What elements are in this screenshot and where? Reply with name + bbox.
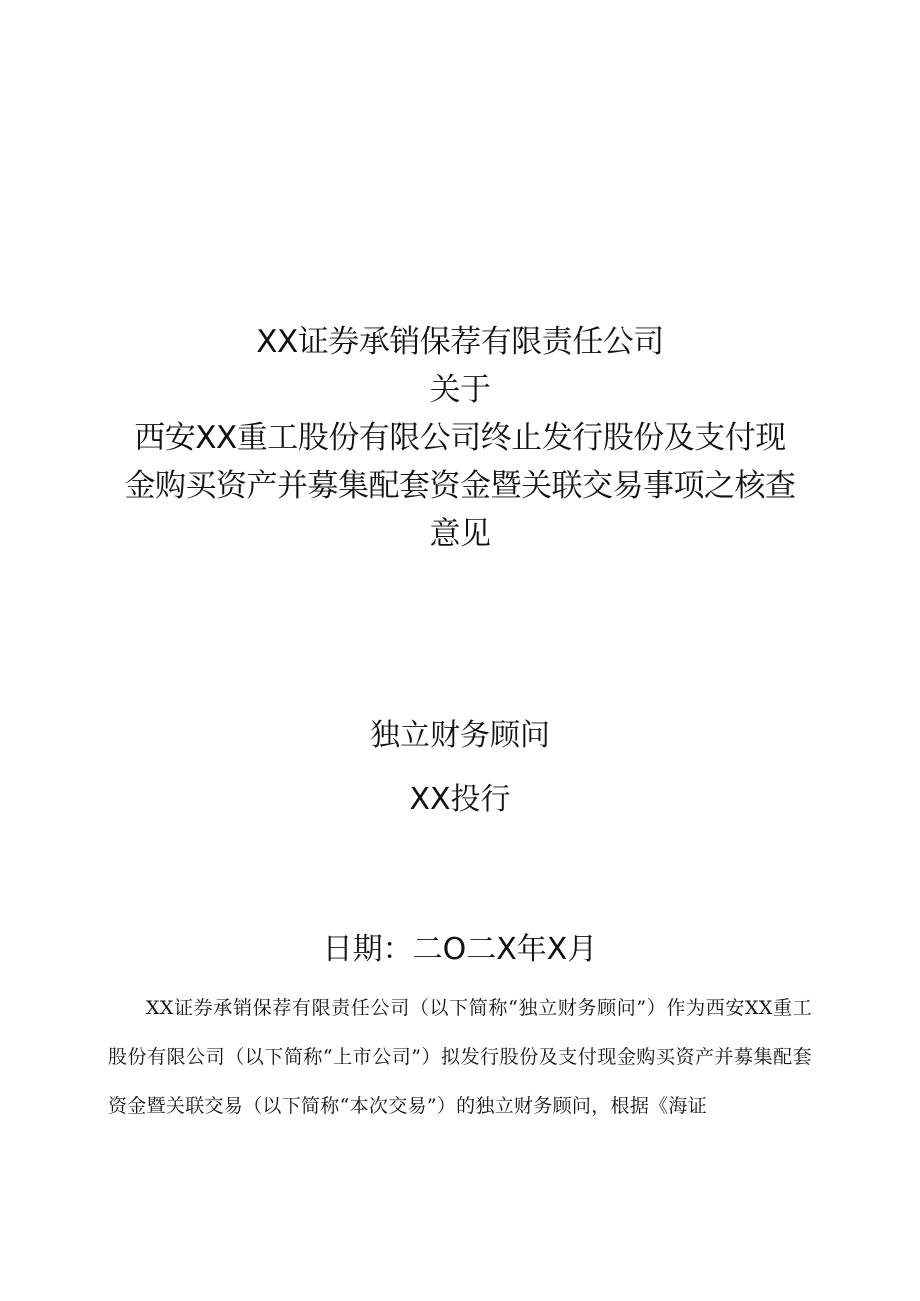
body-paragraph: XX证券承销保荐有限责任公司（以下简称“独立财务顾问”）作为西安XX重工股份有限公司（以下简称“上市公司”）拟发行股份及支付现金购买资产并募集配套资金暨关联交易（以下简称“本次交易”）的独立财务顾问，根据《海证 — [108, 997, 812, 1117]
document-date: 日期：二O二X年X月 — [322, 932, 598, 967]
advisor-label: 独立财务顾问 — [370, 718, 550, 753]
advisor-name: XX投行 — [409, 782, 511, 817]
document-title — [0, 318, 920, 558]
advisor-section — [0, 712, 920, 824]
title-line-about: 关于 — [429, 372, 491, 408]
title-line-company: XX证券承销保荐有限责任公司 — [256, 324, 664, 360]
title-line-subject-1: 西安XX重工股份有限公司终止发行股份及支付现 — [134, 420, 786, 456]
title-line-subject-3: 意见 — [429, 516, 491, 552]
title-line-subject-2: 金购买资产并募集配套资金暨关联交易事项之核查 — [124, 468, 796, 504]
